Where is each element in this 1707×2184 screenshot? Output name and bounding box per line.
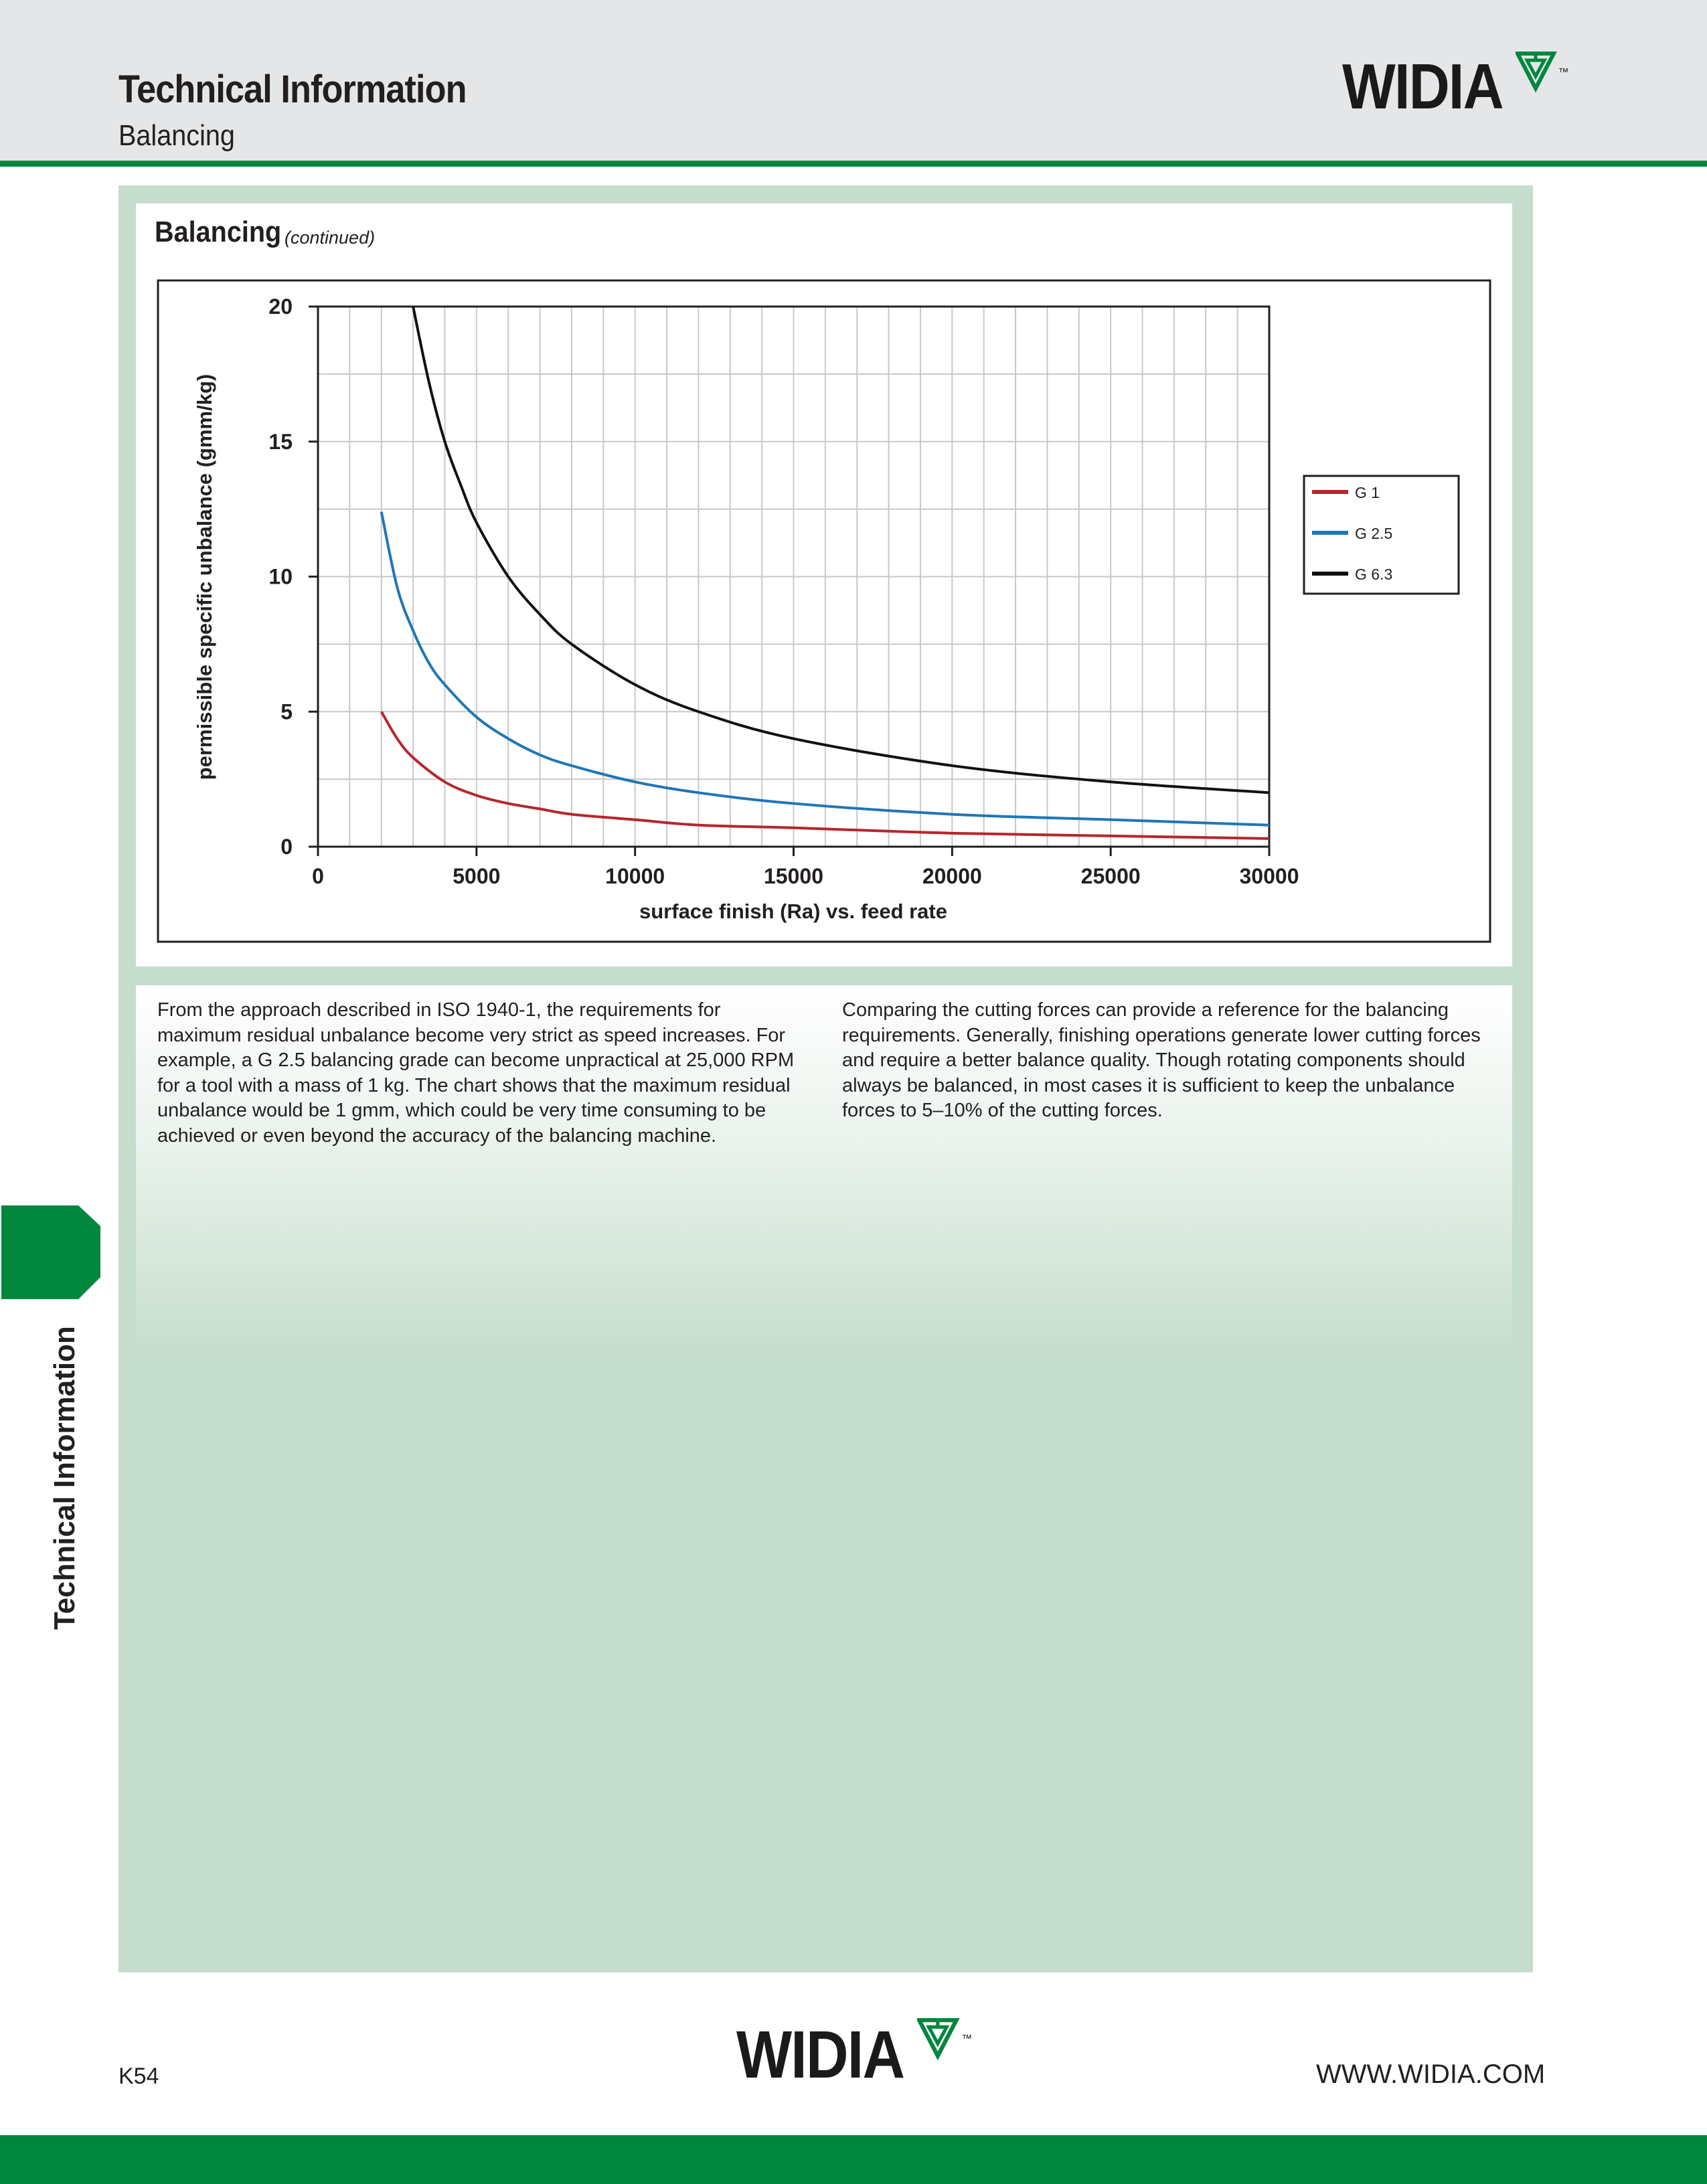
page-number: K54 xyxy=(118,2064,159,2089)
chart-frame xyxy=(158,280,1490,942)
side-tab xyxy=(0,1201,107,1309)
page-subtitle: Balancing xyxy=(118,119,235,152)
x-tick-label: 0 xyxy=(312,864,324,888)
x-tick-label: 25000 xyxy=(1080,864,1141,888)
y-tick-label: 5 xyxy=(280,699,293,724)
page-title: Technical Information xyxy=(118,68,467,111)
y-tick-label: 0 xyxy=(280,835,293,859)
footer-widia-triangle-icon xyxy=(917,2017,965,2062)
side-tab-label: Technical Information xyxy=(48,1326,81,1630)
section-title-note: (continued) xyxy=(284,228,376,248)
logo-trademark: ™ xyxy=(1558,67,1569,78)
logo-wordmark: WIDIA xyxy=(1342,51,1503,122)
footer-band xyxy=(0,2135,1707,2184)
x-tick-label: 15000 xyxy=(764,864,823,888)
y-tick-label: 15 xyxy=(268,429,293,454)
legend-label: G 2.5 xyxy=(1355,525,1393,542)
legend-label: G 1 xyxy=(1355,484,1380,501)
footer-logo-wordmark: WIDIA xyxy=(736,2017,904,2092)
x-tick-label: 10000 xyxy=(605,864,665,888)
legend-label: G 6.3 xyxy=(1355,566,1393,583)
footer-widia-logo xyxy=(736,2017,973,2092)
chart-legend xyxy=(1304,476,1459,594)
x-tick-label: 5000 xyxy=(453,864,501,888)
section-title: Balancing xyxy=(155,216,282,248)
y-tick-label: 10 xyxy=(268,564,293,589)
y-tick-label: 20 xyxy=(268,295,293,319)
x-tick-label: 20000 xyxy=(922,864,982,888)
x-axis-label: surface finish (Ra) vs. feed rate xyxy=(639,900,947,923)
paragraph-right: Comparing the cutting forces can provide a reference for the balancing requirements. Generally, finishing operations generate lower cutting forces and require a better balance quality. Though rotating components should always be balanced, in most cases it is sufficient to keep the unbalance forces to 5–10% of the cutting forces. xyxy=(842,999,1481,1121)
paragraph-left: From the approach described in ISO 1940-1, the requirements for maximum residual unbalance become very strict as speed increases. For example, a G 2.5 balancing grade can become unpractical at 25,000 RPM for a tool with a mass of 1 kg. The chart shows that the maximum residual unbalance would be 1 gmm, which could be very time consuming to be achieved or even beyond the accuracy of the balancing machine. xyxy=(157,999,795,1147)
x-tick-label: 30000 xyxy=(1239,864,1299,888)
website-link[interactable]: WWW.WIDIA.COM xyxy=(1316,2060,1546,2089)
balancing-chart xyxy=(0,0,1707,977)
y-axis-label: permissible specific unbalance (gmm/kg) xyxy=(193,373,216,780)
footer-logo-trademark: ™ xyxy=(961,2033,973,2045)
